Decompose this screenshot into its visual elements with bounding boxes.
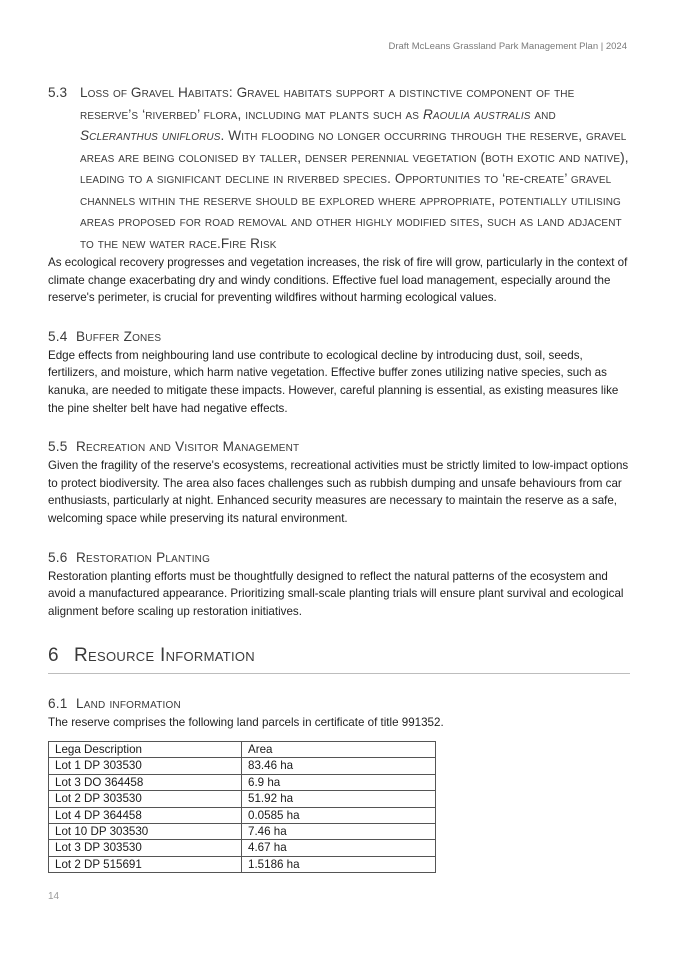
section-number: 5.3 <box>48 85 68 100</box>
section-5-4-paragraph: Edge effects from neighbouring land use contribute to ecological decline by introducing dust, soil, seeds, fertilizers, and moisture, which harm native vegetation. Effective buffer zones utilizing native species, such as kanuka, are needed to mitigate these impacts. However, careful planning is essential, as existing measures like the pine shelter belt have had negative effects. <box>48 348 619 415</box>
document-body <box>48 82 630 873</box>
species-name: Scleranthus uniflorus <box>80 128 221 143</box>
species-name: Raoulia australis <box>422 106 531 122</box>
section-title: Resource Information <box>74 645 255 667</box>
heading-text-part: and <box>530 106 556 122</box>
running-header: Draft McLeans Grassland Park Management Plan | 2024 <box>388 41 627 52</box>
parcel-area: 6.9 ha <box>242 774 436 790</box>
table-row <box>49 807 436 823</box>
section-5-5-heading <box>48 437 630 457</box>
parcel-area: 7.46 ha <box>242 823 436 839</box>
parcel-area: 1.5186 ha <box>242 856 436 872</box>
parcel-description: Lot 2 DP 303530 <box>49 791 242 807</box>
section-5-4-heading <box>48 327 630 347</box>
parcel-description: Lot 2 DP 515691 <box>49 856 242 872</box>
parcel-description: Lot 3 DO 364458 <box>49 774 242 790</box>
parcel-area: 4.67 ha <box>242 840 436 856</box>
section-5-5-paragraph: Given the fragility of the reserve's ecosystems, recreational activities must be strictly limited to low-impact options to protect biodiversity. The area also faces challenges such as rubbish dumping and unsafe behaviours from car enthusiasts, particularly at night. Enhanced security measures are necessary to maintain the reserve as a safe, welcoming space while preserving its natural environment. <box>48 459 629 525</box>
section-number: 6.1 <box>48 696 68 712</box>
parcel-description: Lot 4 DP 364458 <box>49 807 242 823</box>
section-6-heading <box>48 643 630 674</box>
column-header: Lega Description <box>49 741 242 757</box>
heading-text-part: . With flooding no longer occurring through the reserve, gravel areas are being colonised by taller, denser perennial vegetation (both exotic and native), leading to a significant decline in riverbed species. Opportunities to ‘re-create’ gravel channels within the reserve should be explored where appropriate, potentially utilising areas proposed for road removal and other highly modified sites, such as land adjacent to the new water race. <box>80 128 629 251</box>
parcel-area: 51.92 ha <box>242 791 436 807</box>
section-title: Land information <box>76 696 181 712</box>
page-number: 14 <box>48 891 60 902</box>
heading-text-part: Loss of Gravel Habitats: Gravel habitats support a distinctive component of the reserve’s ‘riverbed’ flora, including mat plants such as <box>80 85 575 122</box>
table-row <box>49 823 436 839</box>
section-number: 6 <box>48 645 59 667</box>
fire-risk-paragraph: As ecological recovery progresses and vegetation increases, the risk of fire will grow, particularly in the context of climate change exacerbating dry and windy conditions. Effective fuel load management, especially around the reserve's perimeter, is crucial for preventing wildfires without harming ecological values. <box>48 256 628 305</box>
parcel-area: 0.0585 ha <box>242 807 436 823</box>
table-row <box>49 774 436 790</box>
section-number: 5.6 <box>48 549 68 565</box>
section-title: Buffer Zones <box>76 328 162 344</box>
section-5-3-heading <box>48 82 630 254</box>
land-parcels-table <box>48 741 436 873</box>
section-5-6-paragraph: Restoration planting efforts must be thoughtfully designed to reflect the natural patterns of the ecosystem and avoid a manufactured appearance. Prioritizing small-scale planting trials will ensure plant survival and ecological alignment before scaling up restoration initiatives. <box>48 569 624 618</box>
parcel-area: 83.46 ha <box>242 758 436 774</box>
parcel-description: Lot 3 DP 303530 <box>49 840 242 856</box>
parcel-description: Lot 10 DP 303530 <box>49 823 242 839</box>
parcel-description: Lot 1 DP 303530 <box>49 758 242 774</box>
table-row <box>49 856 436 872</box>
section-title: Recreation and Visitor Management <box>76 439 300 455</box>
section-6-1-heading <box>48 694 630 714</box>
column-header: Area <box>242 741 436 757</box>
land-parcels-intro: The reserve comprises the following land parcels in certificate of title 991352. <box>48 716 444 730</box>
table-header-row <box>49 741 436 757</box>
section-5-6-heading <box>48 548 630 568</box>
section-title: Restoration Planting <box>76 549 211 565</box>
table-row <box>49 840 436 856</box>
section-number: 5.5 <box>48 439 68 455</box>
fire-risk-heading: Fire Risk <box>220 235 277 251</box>
table-row <box>49 791 436 807</box>
section-number: 5.4 <box>48 328 68 344</box>
table-row <box>49 758 436 774</box>
section-heading-text <box>48 82 630 254</box>
